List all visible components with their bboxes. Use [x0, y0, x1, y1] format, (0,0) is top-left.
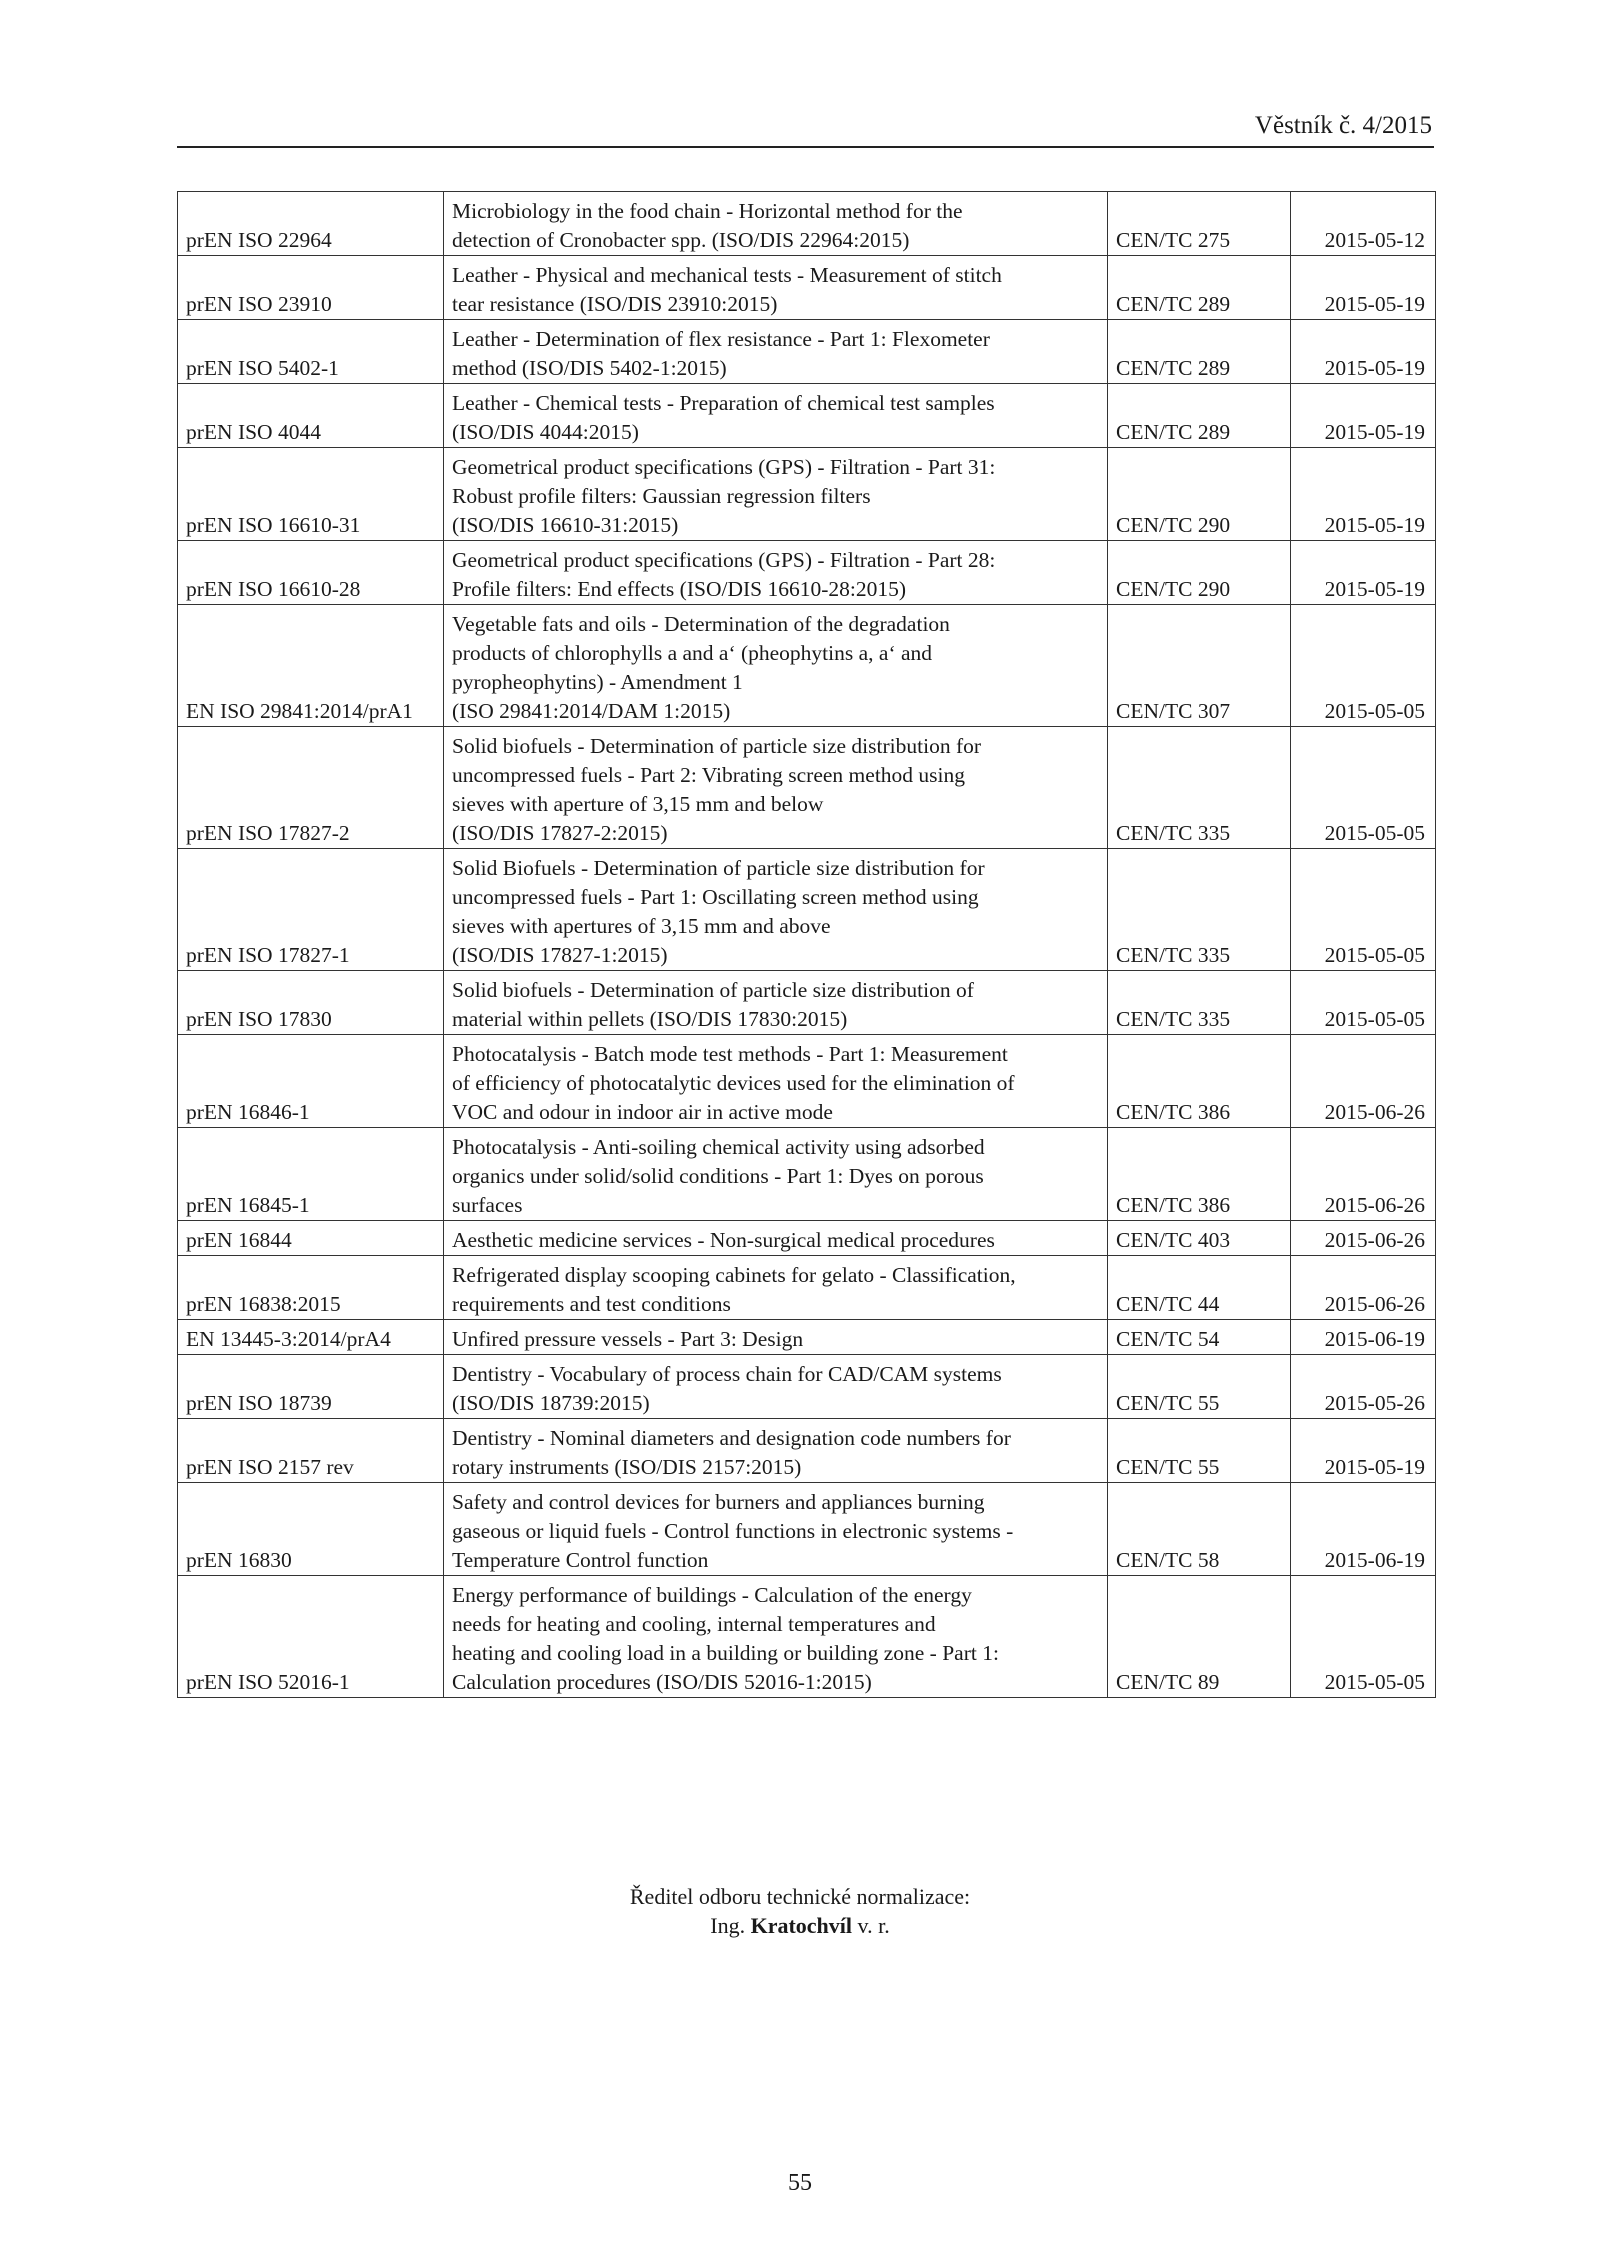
- standards-table-body: [178, 192, 1436, 1698]
- standard-title-cell: Solid biofuels - Determination of particle size distribution for uncompressed fuels - Part 2: Vibrating screen method using sieves with aperture of 3,15 mm and below (ISO/DIS 17827-2:2015): [444, 727, 1108, 849]
- table-row: [178, 541, 1436, 605]
- date-cell: 2015-05-19: [1291, 320, 1436, 384]
- standard-title-cell: Leather - Chemical tests - Preparation of chemical test samples (ISO/DIS 4044:2015): [444, 384, 1108, 448]
- standard-code-cell: prEN ISO 23910: [178, 256, 444, 320]
- committee-cell: CEN/TC 290: [1108, 541, 1291, 605]
- standard-code-cell: prEN ISO 16610-31: [178, 448, 444, 541]
- standard-code-cell: EN 13445-3:2014/prA4: [178, 1320, 444, 1355]
- committee-cell: CEN/TC 44: [1108, 1256, 1291, 1320]
- table-row: [178, 1128, 1436, 1221]
- standard-title-cell: Vegetable fats and oils - Determination of the degradation products of chlorophylls a and a‘ (pheophytins a, a‘ and pyropheophytins) - Amendment 1 (ISO 29841:2014/DAM 1:2015): [444, 605, 1108, 727]
- standard-title-cell: Solid Biofuels - Determination of particle size distribution for uncompressed fuels - Part 1: Oscillating screen method using sieves with apertures of 3,15 mm and above (ISO/DIS 17827-1:2015): [444, 849, 1108, 971]
- date-cell: 2015-05-05: [1291, 727, 1436, 849]
- standard-code-cell: prEN ISO 17827-2: [178, 727, 444, 849]
- standard-title-cell: Unfired pressure vessels - Part 3: Design: [444, 1320, 1108, 1355]
- committee-cell: CEN/TC 307: [1108, 605, 1291, 727]
- standard-title-cell: Refrigerated display scooping cabinets for gelato - Classification, requirements and test conditions: [444, 1256, 1108, 1320]
- date-cell: 2015-06-26: [1291, 1221, 1436, 1256]
- committee-cell: CEN/TC 335: [1108, 849, 1291, 971]
- table-row: [178, 384, 1436, 448]
- standard-title-cell: Leather - Physical and mechanical tests - Measurement of stitch tear resistance (ISO/DIS 23910:2015): [444, 256, 1108, 320]
- standard-code-cell: prEN ISO 18739: [178, 1355, 444, 1419]
- standard-code-cell: prEN 16846-1: [178, 1035, 444, 1128]
- table-row: [178, 1355, 1436, 1419]
- table-row: [178, 971, 1436, 1035]
- standard-code-cell: prEN ISO 2157 rev: [178, 1419, 444, 1483]
- table-row: [178, 1483, 1436, 1576]
- committee-cell: CEN/TC 54: [1108, 1320, 1291, 1355]
- standard-title-cell: Photocatalysis - Batch mode test methods - Part 1: Measurement of efficiency of photocatalytic devices used for the elimination of VOC and odour in indoor air in active mode: [444, 1035, 1108, 1128]
- committee-cell: CEN/TC 289: [1108, 256, 1291, 320]
- table-row: [178, 448, 1436, 541]
- standard-code-cell: prEN ISO 4044: [178, 384, 444, 448]
- date-cell: 2015-06-19: [1291, 1483, 1436, 1576]
- committee-cell: CEN/TC 58: [1108, 1483, 1291, 1576]
- date-cell: 2015-05-12: [1291, 192, 1436, 256]
- standard-title-cell: Photocatalysis - Anti-soiling chemical activity using adsorbed organics under solid/solid conditions - Part 1: Dyes on porous surfaces: [444, 1128, 1108, 1221]
- date-cell: 2015-06-19: [1291, 1320, 1436, 1355]
- table-row: [178, 256, 1436, 320]
- date-cell: 2015-05-05: [1291, 605, 1436, 727]
- journal-title: Věstník č. 4/2015: [1254, 112, 1432, 139]
- table-row: [178, 320, 1436, 384]
- standard-code-cell: prEN ISO 16610-28: [178, 541, 444, 605]
- committee-cell: CEN/TC 275: [1108, 192, 1291, 256]
- committee-cell: CEN/TC 335: [1108, 727, 1291, 849]
- committee-cell: CEN/TC 290: [1108, 448, 1291, 541]
- standard-title-cell: Solid biofuels - Determination of particle size distribution of material within pellets (ISO/DIS 17830:2015): [444, 971, 1108, 1035]
- signature-block: [0, 1882, 1600, 1940]
- standard-code-cell: prEN ISO 52016-1: [178, 1576, 444, 1698]
- standard-title-cell: Leather - Determination of flex resistance - Part 1: Flexometer method (ISO/DIS 5402-1:2015): [444, 320, 1108, 384]
- standard-code-cell: prEN 16845-1: [178, 1128, 444, 1221]
- date-cell: 2015-06-26: [1291, 1035, 1436, 1128]
- table-row: [178, 192, 1436, 256]
- date-cell: 2015-05-19: [1291, 1419, 1436, 1483]
- date-cell: 2015-05-19: [1291, 448, 1436, 541]
- date-cell: 2015-05-05: [1291, 1576, 1436, 1698]
- signature-name: Kratochvíl: [750, 1913, 853, 1938]
- standard-code-cell: prEN 16844: [178, 1221, 444, 1256]
- standard-code-cell: prEN 16838:2015: [178, 1256, 444, 1320]
- signature-prefix: Ing.: [710, 1913, 746, 1938]
- page-header: [177, 110, 1434, 148]
- committee-cell: CEN/TC 55: [1108, 1355, 1291, 1419]
- standard-title-cell: Energy performance of buildings - Calculation of the energy needs for heating and cooling, internal temperatures and heating and cooling load in a building or building zone - Part 1: Calculation procedures (ISO/DIS 52016-1:2015): [444, 1576, 1108, 1698]
- committee-cell: CEN/TC 403: [1108, 1221, 1291, 1256]
- standard-code-cell: prEN ISO 5402-1: [178, 320, 444, 384]
- standard-code-cell: prEN ISO 22964: [178, 192, 444, 256]
- page-number: 55: [788, 2170, 812, 2196]
- standard-title-cell: Geometrical product specifications (GPS) - Filtration - Part 31: Robust profile filters: Gaussian regression filters (ISO/DIS 16610-31:2015): [444, 448, 1108, 541]
- standard-title-cell: Dentistry - Nominal diameters and designation code numbers for rotary instruments (ISO/DIS 2157:2015): [444, 1419, 1108, 1483]
- table-row: [178, 1256, 1436, 1320]
- table-row: [178, 1419, 1436, 1483]
- table-row: [178, 1035, 1436, 1128]
- standard-title-cell: Microbiology in the food chain - Horizontal method for the detection of Cronobacter spp. (ISO/DIS 22964:2015): [444, 192, 1108, 256]
- standard-code-cell: prEN ISO 17830: [178, 971, 444, 1035]
- table-row: [178, 1576, 1436, 1698]
- standard-title-cell: Dentistry - Vocabulary of process chain for CAD/CAM systems (ISO/DIS 18739:2015): [444, 1355, 1108, 1419]
- standard-title-cell: Safety and control devices for burners and appliances burning gaseous or liquid fuels - Control functions in electronic systems - Temperature Control function: [444, 1483, 1108, 1576]
- standard-code-cell: EN ISO 29841:2014/prA1: [178, 605, 444, 727]
- date-cell: 2015-05-19: [1291, 384, 1436, 448]
- table-row: [178, 605, 1436, 727]
- table-row: [178, 1221, 1436, 1256]
- committee-cell: CEN/TC 386: [1108, 1128, 1291, 1221]
- committee-cell: CEN/TC 335: [1108, 971, 1291, 1035]
- date-cell: 2015-05-05: [1291, 971, 1436, 1035]
- standard-code-cell: prEN ISO 17827-1: [178, 849, 444, 971]
- standards-table: [177, 191, 1436, 1698]
- date-cell: 2015-06-26: [1291, 1256, 1436, 1320]
- table-row: [178, 849, 1436, 971]
- table-row: [178, 727, 1436, 849]
- date-cell: 2015-06-26: [1291, 1128, 1436, 1221]
- committee-cell: CEN/TC 55: [1108, 1419, 1291, 1483]
- standard-title-cell: Geometrical product specifications (GPS) - Filtration - Part 28: Profile filters: End effects (ISO/DIS 16610-28:2015): [444, 541, 1108, 605]
- committee-cell: CEN/TC 386: [1108, 1035, 1291, 1128]
- standard-code-cell: prEN 16830: [178, 1483, 444, 1576]
- committee-cell: CEN/TC 89: [1108, 1576, 1291, 1698]
- standard-title-cell: Aesthetic medicine services - Non-surgical medical procedures: [444, 1221, 1108, 1256]
- date-cell: 2015-05-26: [1291, 1355, 1436, 1419]
- date-cell: 2015-05-19: [1291, 256, 1436, 320]
- signature-role: Ředitel odboru technické normalizace:: [629, 1884, 971, 1909]
- committee-cell: CEN/TC 289: [1108, 384, 1291, 448]
- committee-cell: CEN/TC 289: [1108, 320, 1291, 384]
- signature-name-line: [0, 1911, 1600, 1940]
- date-cell: 2015-05-05: [1291, 849, 1436, 971]
- signature-suffix: v. r.: [857, 1913, 890, 1938]
- date-cell: 2015-05-19: [1291, 541, 1436, 605]
- table-row: [178, 1320, 1436, 1355]
